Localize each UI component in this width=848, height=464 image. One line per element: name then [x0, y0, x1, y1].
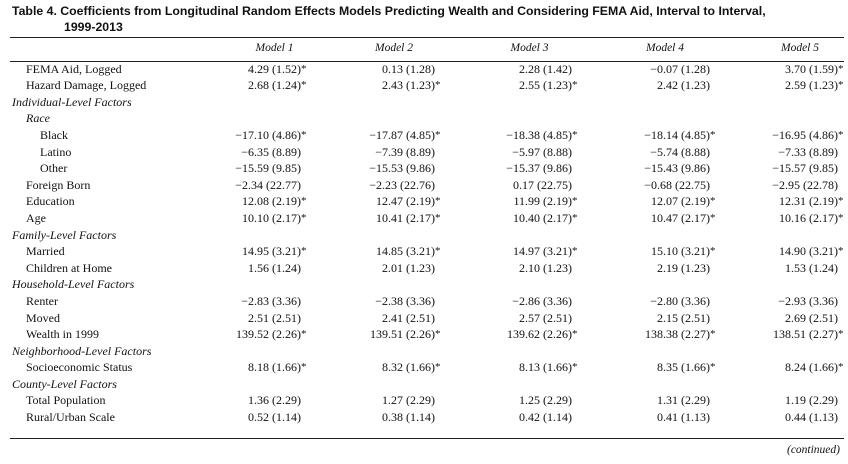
table-header-row	[10, 40, 844, 57]
coefficient-cell	[716, 343, 844, 360]
significance-marker: *	[572, 211, 578, 224]
caption-line-2: 1999-2013	[64, 20, 123, 34]
coefficient-cell	[307, 260, 441, 277]
section-heading: Individual-Level Factors	[12, 94, 132, 109]
coefficient-cell	[716, 210, 844, 227]
column-header-model-2: Model 2	[374, 42, 413, 54]
coefficient-cell	[716, 276, 844, 293]
coefficient-cell	[441, 94, 578, 111]
coefficient-cell	[441, 326, 578, 343]
row-label: Black	[40, 127, 68, 142]
coefficient-cell	[307, 144, 441, 161]
coefficient-cell	[307, 77, 441, 94]
coefficient-value: 138.38 (2.27)	[645, 327, 710, 342]
significance-marker: *	[838, 211, 844, 224]
significance-marker: *	[572, 245, 578, 258]
coefficient-cell	[441, 243, 578, 260]
table-row	[10, 409, 844, 426]
coefficient-value: −18.38 (4.85)	[506, 127, 572, 142]
coefficient-cell	[307, 276, 441, 293]
table-caption	[12, 3, 842, 35]
coefficient-value: −2.83 (3.36)	[241, 293, 301, 308]
coefficient-value: 1.27 (2.29)	[382, 393, 435, 408]
table-row	[10, 343, 844, 360]
coefficient-value: −2.93 (3.36)	[778, 293, 838, 308]
significance-marker: *	[710, 195, 716, 208]
coefficient-cell	[307, 392, 441, 409]
significance-marker: *	[435, 328, 441, 341]
section-heading: Household-Level Factors	[12, 277, 135, 292]
coefficient-cell	[441, 160, 578, 177]
coefficient-value: −16.95 (4.86)	[772, 127, 838, 142]
coefficient-cell	[307, 227, 441, 244]
table-row	[10, 77, 844, 94]
coefficient-cell	[578, 276, 716, 293]
coefficient-value: −0.68 (22.75)	[644, 177, 710, 192]
coefficient-cell	[204, 276, 307, 293]
coefficient-value: −2.34 (22.77)	[235, 177, 301, 192]
coefficient-cell	[441, 260, 578, 277]
coefficient-cell	[716, 110, 844, 127]
coefficient-cell	[578, 144, 716, 161]
coefficient-value: 2.51 (2.51)	[248, 310, 301, 325]
table-row	[10, 310, 844, 327]
coefficient-cell	[578, 127, 716, 144]
coefficient-value: −7.39 (8.89)	[375, 144, 435, 159]
coefficient-cell	[716, 409, 844, 426]
coefficient-value: 0.13 (1.28)	[382, 61, 435, 76]
coefficient-cell	[716, 243, 844, 260]
coefficient-value: 14.85 (3.21)	[376, 244, 435, 259]
coefficient-cell	[578, 210, 716, 227]
coefficient-cell	[716, 227, 844, 244]
coefficient-value: 2.28 (1.42)	[519, 61, 572, 76]
coefficient-value: 8.13 (1.66)	[519, 360, 572, 375]
coefficient-value: −17.87 (4.85)	[369, 127, 435, 142]
significance-marker: *	[838, 62, 844, 75]
coefficient-cell	[716, 326, 844, 343]
significance-marker: *	[301, 245, 307, 258]
coefficient-cell	[578, 227, 716, 244]
coefficient-cell	[204, 376, 307, 393]
table-row	[10, 160, 844, 177]
significance-marker: *	[301, 62, 307, 75]
table-row	[10, 57, 844, 78]
row-label: Hazard Damage, Logged	[26, 78, 147, 93]
table-row	[10, 144, 844, 161]
significance-marker: *	[435, 245, 441, 258]
section-heading: Neighborhood-Level Factors	[12, 343, 152, 358]
coefficient-value: −6.35 (8.89)	[241, 144, 301, 159]
coefficient-cell	[307, 94, 441, 111]
coefficient-value: 2.69 (2.51)	[785, 310, 838, 325]
coefficient-value: 1.25 (2.29)	[519, 393, 572, 408]
row-label: Latino	[40, 144, 72, 159]
coefficient-value: 8.32 (1.66)	[382, 360, 435, 375]
coefficient-value: −2.80 (3.36)	[650, 293, 710, 308]
coefficient-cell	[716, 359, 844, 376]
coefficient-value: −2.23 (22.76)	[369, 177, 435, 192]
coefficient-value: 12.31 (2.19)	[779, 194, 838, 209]
coefficient-value: −5.97 (8.88)	[512, 144, 572, 159]
coefficient-cell	[307, 243, 441, 260]
coefficient-value: 0.52 (1.14)	[248, 410, 301, 425]
coefficient-cell	[578, 77, 716, 94]
coefficient-cell	[204, 227, 307, 244]
coefficient-cell	[578, 94, 716, 111]
coefficient-cell	[204, 110, 307, 127]
coefficient-cell	[441, 193, 578, 210]
significance-marker: *	[572, 79, 578, 92]
coefficient-cell	[578, 160, 716, 177]
coefficient-cell	[307, 177, 441, 194]
table-row	[10, 227, 844, 244]
table-row	[10, 210, 844, 227]
coefficient-cell	[716, 376, 844, 393]
coefficient-value: 8.35 (1.66)	[657, 360, 710, 375]
coefficient-cell	[204, 94, 307, 111]
coefficient-cell	[578, 57, 716, 78]
coefficient-cell	[307, 310, 441, 327]
significance-marker: *	[572, 195, 578, 208]
significance-marker: *	[572, 361, 578, 374]
coefficient-cell	[307, 57, 441, 78]
coefficient-cell	[307, 160, 441, 177]
table-row	[10, 276, 844, 293]
coefficient-cell	[441, 310, 578, 327]
coefficient-cell	[204, 210, 307, 227]
coefficient-cell	[716, 77, 844, 94]
significance-marker: *	[301, 211, 307, 224]
column-header-model-3: Model 3	[510, 42, 549, 54]
coefficient-value: 10.40 (2.17)	[513, 210, 572, 225]
significance-marker: *	[435, 195, 441, 208]
coefficient-cell	[578, 376, 716, 393]
coefficient-value: 0.38 (1.14)	[382, 410, 435, 425]
coefficient-cell	[578, 110, 716, 127]
coefficient-cell	[204, 392, 307, 409]
significance-marker: *	[301, 361, 307, 374]
coefficient-value: 10.41 (2.17)	[376, 210, 435, 225]
coefficient-cell	[578, 293, 716, 310]
coefficient-cell	[441, 57, 578, 78]
coefficient-value: −2.38 (3.36)	[375, 293, 435, 308]
coefficient-cell	[716, 392, 844, 409]
significance-marker: *	[435, 128, 441, 141]
coefficient-cell	[307, 376, 441, 393]
significance-marker: *	[572, 128, 578, 141]
coefficient-value: −17.10 (4.86)	[235, 127, 301, 142]
significance-marker: *	[301, 328, 307, 341]
section-heading: County-Level Factors	[12, 376, 117, 391]
coefficient-value: 2.15 (2.51)	[657, 310, 710, 325]
table-bottom-rule	[10, 438, 844, 439]
coefficient-cell	[307, 343, 441, 360]
coefficient-cell	[578, 193, 716, 210]
row-label: Total Population	[26, 393, 106, 408]
coefficient-cell	[204, 310, 307, 327]
coefficient-value: 139.62 (2.26)	[507, 327, 572, 342]
coefficient-cell	[441, 77, 578, 94]
coefficient-value: 8.18 (1.66)	[248, 360, 301, 375]
row-label: Age	[26, 210, 46, 225]
coefficient-value: 15.10 (3.21)	[651, 244, 710, 259]
coefficient-value: 14.95 (3.21)	[242, 244, 301, 259]
coefficient-value: −15.43 (9.86)	[644, 161, 710, 176]
coefficient-cell	[716, 57, 844, 78]
coefficient-cell	[204, 359, 307, 376]
table-row	[10, 293, 844, 310]
coefficient-cell	[716, 177, 844, 194]
coefficient-cell	[578, 392, 716, 409]
column-header-model-5: Model 5	[780, 42, 819, 54]
coefficient-cell	[578, 359, 716, 376]
row-label: Moved	[26, 310, 60, 325]
coefficient-cell	[716, 260, 844, 277]
table-body	[10, 57, 844, 426]
coefficient-cell	[441, 293, 578, 310]
coefficient-cell	[204, 177, 307, 194]
coefficient-cell	[716, 193, 844, 210]
significance-marker: *	[435, 79, 441, 92]
coefficient-cell	[204, 160, 307, 177]
coefficient-value: 2.59 (1.23)	[785, 78, 838, 93]
coefficient-value: −15.37 (9.86)	[506, 161, 572, 176]
coefficient-value: 139.52 (2.26)	[236, 327, 301, 342]
header-label-cell	[10, 40, 204, 57]
coefficient-cell	[441, 210, 578, 227]
coefficient-cell	[204, 243, 307, 260]
coefficient-cell	[204, 260, 307, 277]
coefficient-value: 1.31 (2.29)	[657, 393, 710, 408]
coefficient-value: 1.19 (2.29)	[785, 393, 838, 408]
significance-marker: *	[572, 328, 578, 341]
coefficient-cell	[716, 144, 844, 161]
row-label: Rural/Urban Scale	[26, 410, 115, 425]
coefficient-cell	[204, 293, 307, 310]
row-label: Children at Home	[26, 260, 112, 275]
significance-marker: *	[435, 361, 441, 374]
coefficient-value: 139.51 (2.26)	[370, 327, 435, 342]
coefficient-value: 12.07 (2.19)	[651, 194, 710, 209]
table-row	[10, 260, 844, 277]
coefficient-value: 0.41 (1.13)	[657, 410, 710, 425]
coefficient-value: −2.86 (3.36)	[512, 293, 572, 308]
coefficient-cell	[578, 243, 716, 260]
coefficient-value: 4.29 (1.52)	[248, 61, 301, 76]
coefficient-cell	[204, 127, 307, 144]
coefficient-cell	[441, 144, 578, 161]
coefficient-value: 1.56 (1.24)	[248, 260, 301, 275]
coefficient-cell	[204, 343, 307, 360]
coefficient-cell	[716, 127, 844, 144]
coefficient-cell	[307, 110, 441, 127]
row-label: Renter	[26, 293, 58, 308]
coefficient-cell	[578, 310, 716, 327]
row-label: Education	[26, 194, 75, 209]
significance-marker: *	[838, 195, 844, 208]
coefficient-value: −15.57 (9.85)	[772, 161, 838, 176]
coefficient-value: 12.47 (2.19)	[376, 194, 435, 209]
coefficient-value: 0.44 (1.13)	[785, 410, 838, 425]
table-row	[10, 94, 844, 111]
significance-marker: *	[838, 79, 844, 92]
significance-marker: *	[838, 245, 844, 258]
coefficient-cell	[441, 343, 578, 360]
row-label: Foreign Born	[26, 177, 91, 192]
coefficient-cell	[716, 160, 844, 177]
coefficient-value: 1.36 (2.29)	[248, 393, 301, 408]
coefficient-value: −0.07 (1.28)	[650, 61, 710, 76]
caption-line-1: Table 4. Coefficients from Longitudinal Random Effects Models Predicting Wealth and Considering FEMA Aid, Interval to Interval,	[12, 4, 766, 18]
coefficient-cell	[578, 343, 716, 360]
coefficient-cell	[441, 177, 578, 194]
coefficient-cell	[578, 326, 716, 343]
coefficient-value: 12.08 (2.19)	[242, 194, 301, 209]
coefficient-cell	[441, 110, 578, 127]
coefficient-cell	[578, 409, 716, 426]
significance-marker: *	[710, 245, 716, 258]
significance-marker: *	[838, 361, 844, 374]
table-row	[10, 110, 844, 127]
coefficient-value: 10.10 (2.17)	[242, 210, 301, 225]
coefficient-cell	[307, 409, 441, 426]
coefficient-value: 2.41 (2.51)	[382, 310, 435, 325]
significance-marker: *	[301, 79, 307, 92]
row-label: Married	[26, 244, 65, 259]
coefficient-value: 8.24 (1.66)	[785, 360, 838, 375]
coefficient-value: 14.97 (3.21)	[513, 244, 572, 259]
coefficient-cell	[441, 409, 578, 426]
coefficient-value: 10.47 (2.17)	[651, 210, 710, 225]
coefficient-cell	[204, 409, 307, 426]
coefficient-value: 2.55 (1.23)	[519, 78, 572, 93]
coefficient-value: −15.59 (9.85)	[235, 161, 301, 176]
coefficient-value: 2.19 (1.23)	[657, 260, 710, 275]
coefficients-table	[10, 40, 844, 426]
continued-note: (continued)	[786, 444, 840, 456]
coefficient-cell	[578, 260, 716, 277]
coefficient-cell	[441, 392, 578, 409]
coefficient-cell	[204, 77, 307, 94]
coefficient-cell	[307, 210, 441, 227]
coefficient-cell	[204, 57, 307, 78]
coefficient-cell	[204, 326, 307, 343]
row-label: Other	[40, 161, 68, 176]
coefficient-value: −5.74 (8.88)	[650, 144, 710, 159]
coefficient-value: 2.43 (1.23)	[382, 78, 435, 93]
table-row	[10, 376, 844, 393]
coefficient-cell	[204, 193, 307, 210]
table-row	[10, 127, 844, 144]
significance-marker: *	[710, 128, 716, 141]
coefficient-value: 3.70 (1.59)	[785, 61, 838, 76]
coefficient-cell	[578, 177, 716, 194]
coefficient-cell	[307, 193, 441, 210]
section-heading: Family-Level Factors	[12, 227, 117, 242]
row-label: FEMA Aid, Logged	[26, 61, 122, 76]
coefficient-value: 2.68 (1.24)	[248, 78, 301, 93]
coefficient-cell	[307, 359, 441, 376]
table-row	[10, 326, 844, 343]
coefficient-cell	[307, 293, 441, 310]
coefficient-value: 2.10 (1.23)	[519, 260, 572, 275]
section-heading: Race	[26, 111, 50, 126]
coefficient-cell	[441, 276, 578, 293]
coefficient-value: 1.53 (1.24)	[785, 260, 838, 275]
significance-marker: *	[435, 211, 441, 224]
coefficient-cell	[441, 227, 578, 244]
significance-marker: *	[301, 128, 307, 141]
significance-marker: *	[301, 195, 307, 208]
coefficient-value: 0.42 (1.14)	[519, 410, 572, 425]
coefficient-value: 2.01 (1.23)	[382, 260, 435, 275]
coefficient-cell	[441, 127, 578, 144]
coefficient-value: −18.14 (4.85)	[644, 127, 710, 142]
significance-marker: *	[710, 211, 716, 224]
table-row	[10, 392, 844, 409]
column-header-model-4: Model 4	[645, 42, 684, 54]
coefficient-value: 138.51 (2.27)	[773, 327, 838, 342]
table-row	[10, 177, 844, 194]
coefficient-cell	[441, 376, 578, 393]
coefficient-value: −2.95 (22.78)	[772, 177, 838, 192]
coefficient-value: 10.16 (2.17)	[779, 210, 838, 225]
coefficient-cell	[716, 293, 844, 310]
coefficient-cell	[307, 127, 441, 144]
table-row	[10, 243, 844, 260]
coefficient-cell	[716, 94, 844, 111]
coefficient-value: −15.53 (9.86)	[369, 161, 435, 176]
significance-marker: *	[710, 328, 716, 341]
column-header-model-1: Model 1	[255, 42, 294, 54]
coefficient-cell	[307, 326, 441, 343]
coefficient-value: 2.42 (1.23)	[657, 78, 710, 93]
row-label: Socioeconomic Status	[26, 360, 133, 375]
table-row	[10, 193, 844, 210]
coefficient-value: −7.33 (8.89)	[778, 144, 838, 159]
significance-marker: *	[838, 128, 844, 141]
coefficient-value: 2.57 (2.51)	[519, 310, 572, 325]
significance-marker: *	[710, 361, 716, 374]
row-label: Wealth in 1999	[26, 327, 100, 342]
coefficient-cell	[441, 359, 578, 376]
coefficient-value: 14.90 (3.21)	[779, 244, 838, 259]
significance-marker: *	[838, 328, 844, 341]
table-top-rule	[10, 37, 844, 38]
coefficient-cell	[204, 144, 307, 161]
table-row	[10, 359, 844, 376]
coefficient-value: 11.99 (2.19)	[513, 194, 572, 209]
coefficient-cell	[716, 310, 844, 327]
coefficient-value: 0.17 (22.75)	[513, 177, 572, 192]
